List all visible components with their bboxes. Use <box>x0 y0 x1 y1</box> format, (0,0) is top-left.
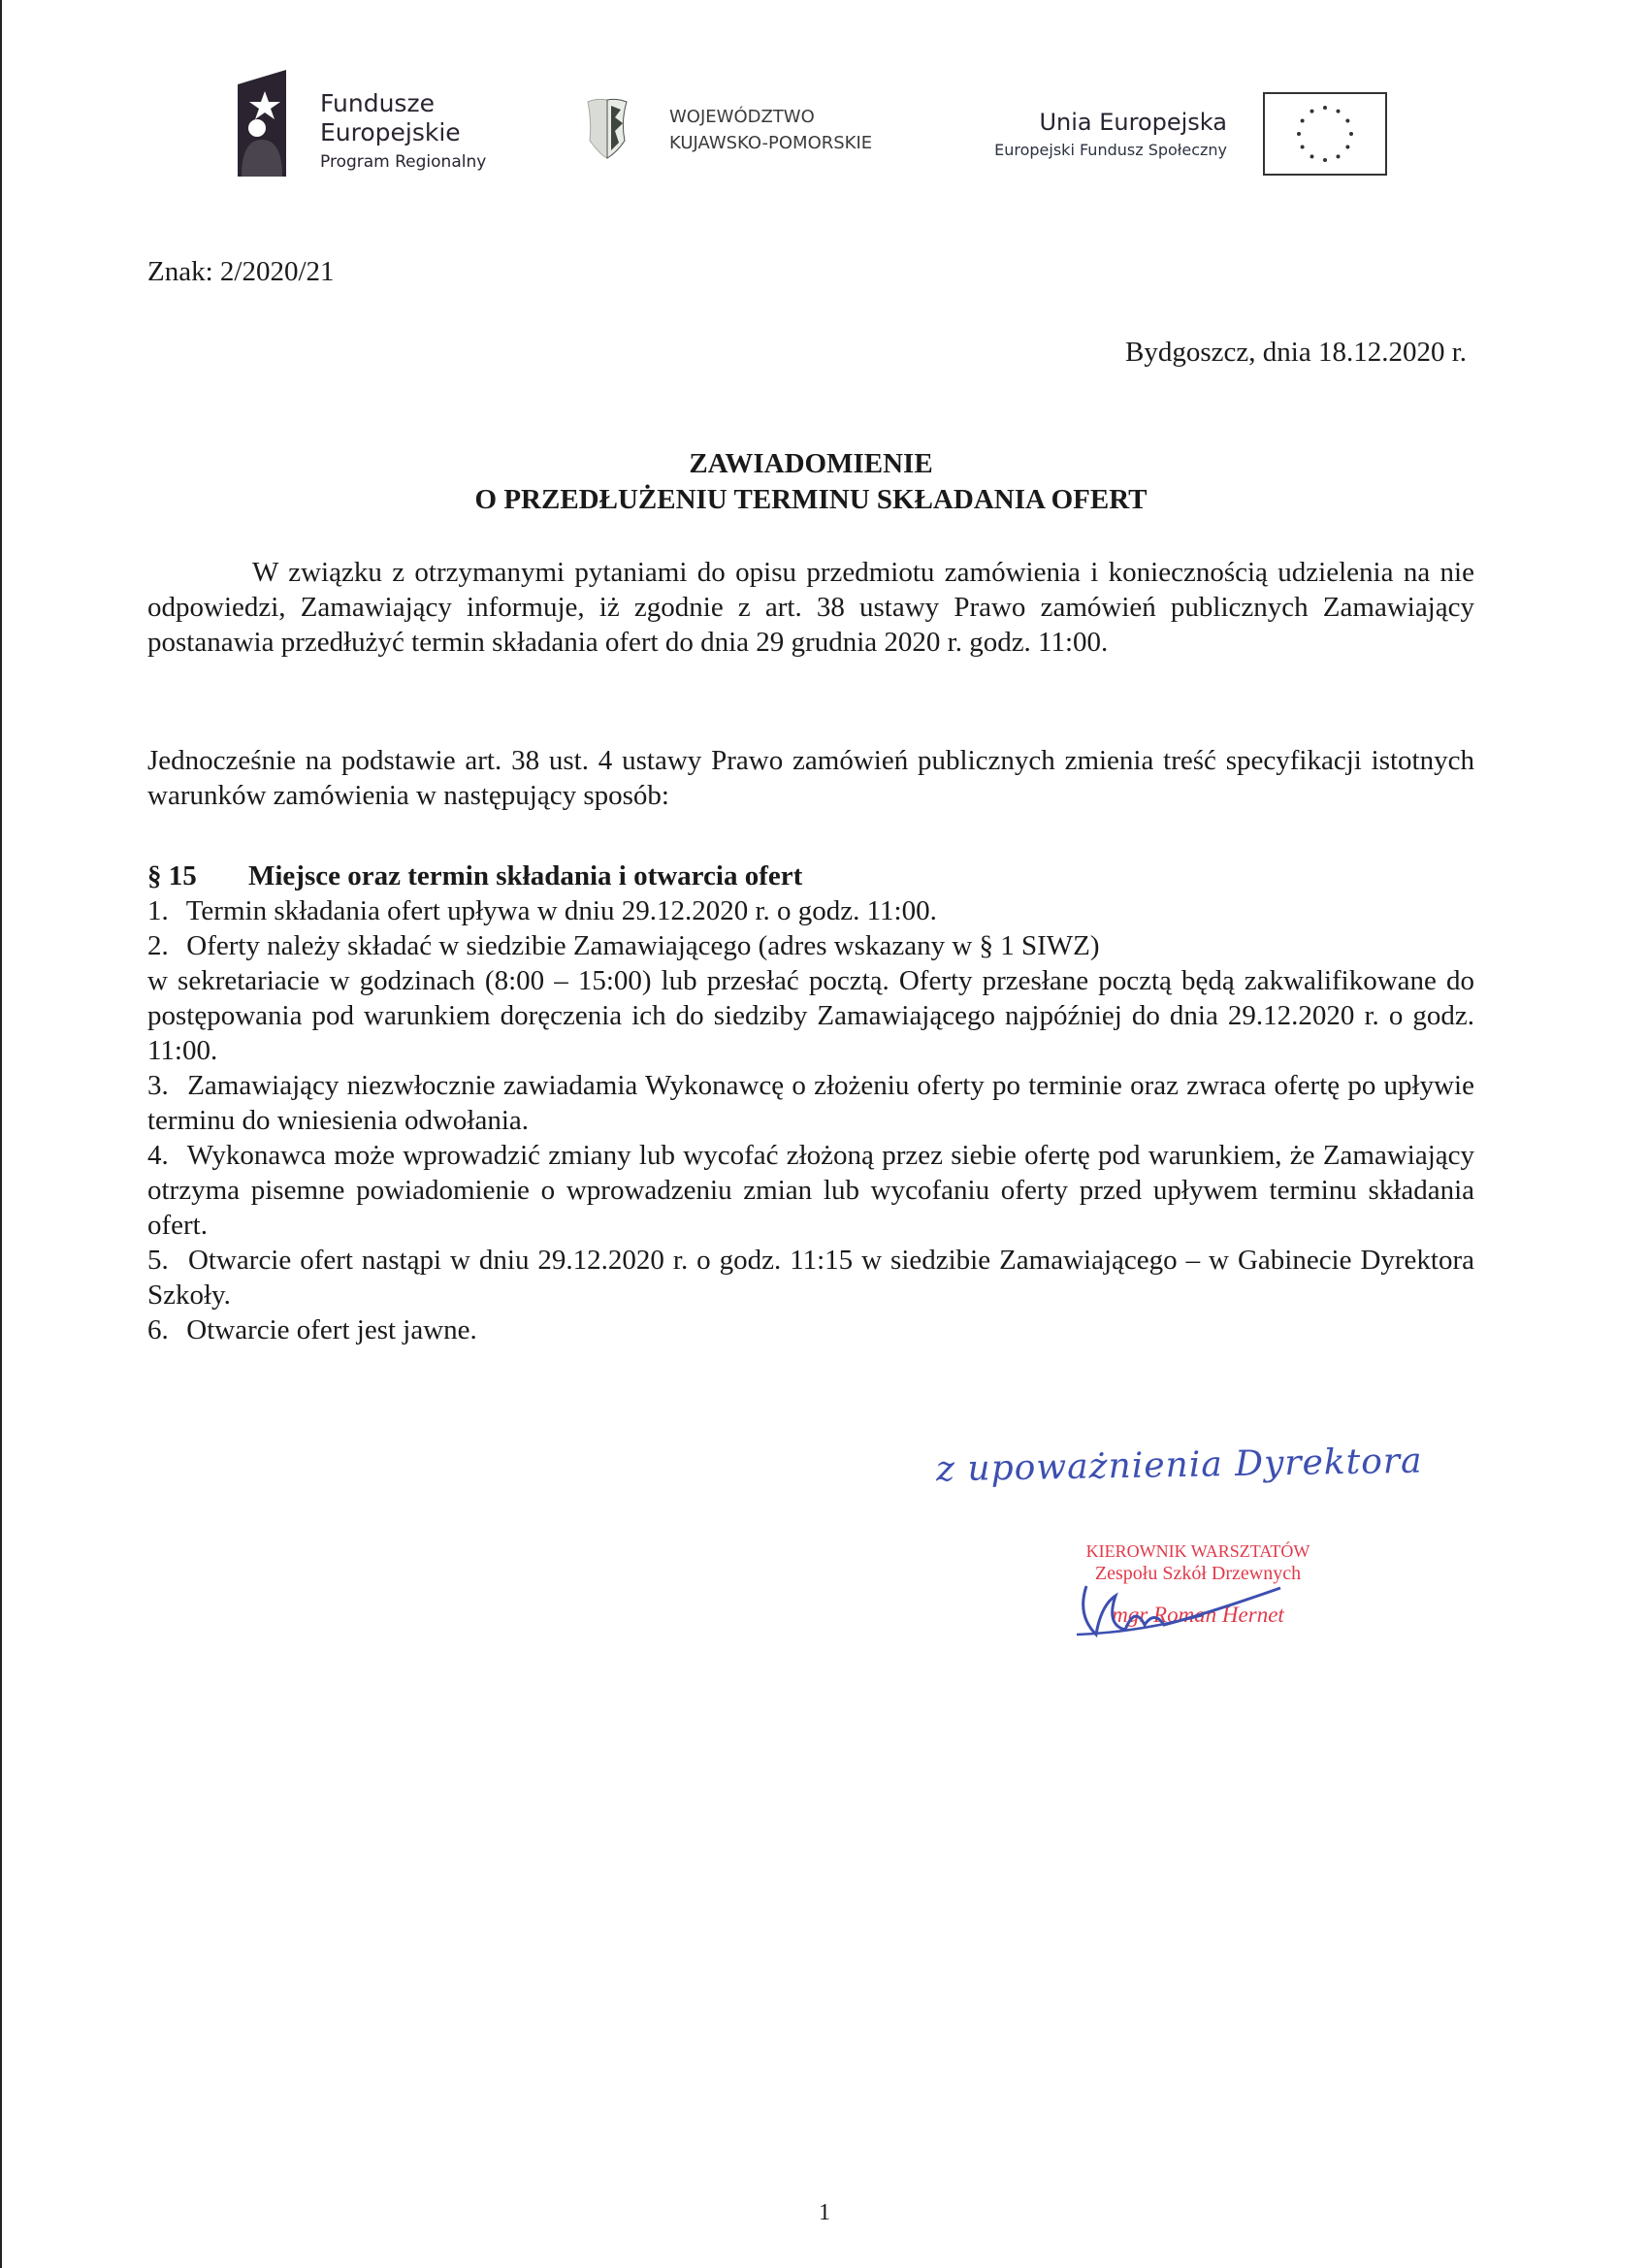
section-title: Miejsce oraz termin składania i otwarcia ofert <box>248 860 803 891</box>
list-item-continuation: w sekretariacie w godzinach (8:00 – 15:00) lub przesłać pocztą. Oferty przesłane pocztą będą zakwalifikowane do postępowania pod warunkiem doręczenia ich do siedziby Zamawiającego najpóźniej do dnia 29.12.2020 r. o godz. 11:00. <box>147 965 1474 1066</box>
eu-star-icon <box>1301 119 1305 123</box>
unia-europejska-logo <box>960 87 1387 184</box>
paragraph-2: Jednocześnie na podstawie art. 38 ust. 4 ustawy Prawo zamówień publicznych zmienia treść specyfikacji istotnych warunków zamówienia w następujący sposób: <box>147 745 1474 811</box>
eu-star-icon <box>1310 154 1314 158</box>
paragraph-1: W związku z otrzymanymi pytaniami do opisu przedmiotu zamówienia i koniecznością udzielenia na nie odpowiedzi, Zamawiający informuje, iż zgodnie z art. 38 ustawy Prawo zamówień publicznych Zamawiający postanawia przedłużyć termin składania ofert do dnia 29 grudnia 2020 r. godz. 11:00. <box>147 557 1474 658</box>
program-regionalny: Program Regionalny <box>320 152 487 172</box>
list-item: 4. Wykonawca może wprowadzić zmiany lub wycofać złożoną przez siebie ofertę pod warunkiem, że Zamawiający otrzyma pisemne powiadomienie o wprowadzeniu zmian lub wycofaniu oferty przed upływem terminu składania ofert. <box>147 1140 1475 1241</box>
reference-number: Znak: 2/2020/21 <box>147 256 335 287</box>
title-line-1: ZAWIADOMIENIE <box>689 448 933 479</box>
wojewodztwo-line2: KUJAWSKO-POMORSKIE <box>669 133 873 153</box>
place-date: Bydgoszcz, dnia 18.12.2020 r. <box>1125 337 1467 368</box>
efs-subtitle: Europejski Fundusz Społeczny <box>994 141 1227 159</box>
unia-title: Unia Europejska <box>1039 109 1227 136</box>
list-item: 1. Termin składania ofert upływa w dniu 29.12.2020 r. o godz. 11:00. <box>147 895 937 926</box>
document-title <box>147 446 1474 518</box>
page-edge <box>0 0 2 2268</box>
europejskie-title: Europejskie <box>320 118 461 146</box>
eu-flag-icon <box>1263 92 1387 176</box>
stamp-line-2: Zespołu Szkół Drzewnych <box>1094 1563 1302 1584</box>
eu-star-icon <box>1349 132 1353 136</box>
section-number: § 15 <box>147 860 197 891</box>
list-item: 5. Otwarcie ofert nastąpi w dniu 29.12.2020 r. o godz. 11:15 w siedzibie Zamawiającego – w Gabinecie Dyrektora Szkoły. <box>147 1245 1475 1311</box>
eu-star-icon <box>1297 132 1301 136</box>
crest-icon <box>582 92 632 160</box>
wojewodztwo-line1: WOJEWÓDZTWO <box>669 107 815 127</box>
list-item: 3. Zamawiający niezwłocznie zawiadamia Wykonawcę o złożeniu oferty po terminie oraz zwraca ofertę po upływie terminu do wniesienia odwołania. <box>147 1070 1474 1136</box>
eu-star-icon <box>1337 154 1341 158</box>
section-heading <box>147 859 1474 893</box>
section-15 <box>147 859 1474 1347</box>
signature-icon <box>1057 1576 1310 1654</box>
list-item: 2. Oferty należy składać w siedzibie Zamawiającego (adres wskazany w § 1 SIWZ) <box>147 930 1100 961</box>
eu-star-icon <box>1323 158 1327 162</box>
handwritten-note: z upoważnienia Dyrektora <box>935 1441 1423 1490</box>
eu-star-icon <box>1345 146 1349 149</box>
fundusze-europejskie-icon <box>238 70 286 177</box>
eu-star-icon <box>1310 110 1314 113</box>
eu-star-icon <box>1323 106 1327 110</box>
stamp-line-1: KIEROWNIK WARSZTATÓW <box>1085 1541 1310 1561</box>
title-line-2: O PRZEDŁUŻENIU TERMINU SKŁADANIA OFERT <box>474 484 1148 515</box>
fundusze-europejskie-logo <box>238 70 626 177</box>
fundusze-title: Fundusze <box>320 89 435 117</box>
stamp-line-3: mgr Roman Hernet <box>1112 1603 1284 1627</box>
eu-star-icon <box>1337 110 1341 113</box>
eu-star-icon <box>1301 146 1305 149</box>
page-number: 1 <box>819 2200 830 2225</box>
list-item: 6. Otwarcie ofert jest jawne. <box>147 1314 477 1345</box>
eu-star-icon <box>1345 119 1349 123</box>
